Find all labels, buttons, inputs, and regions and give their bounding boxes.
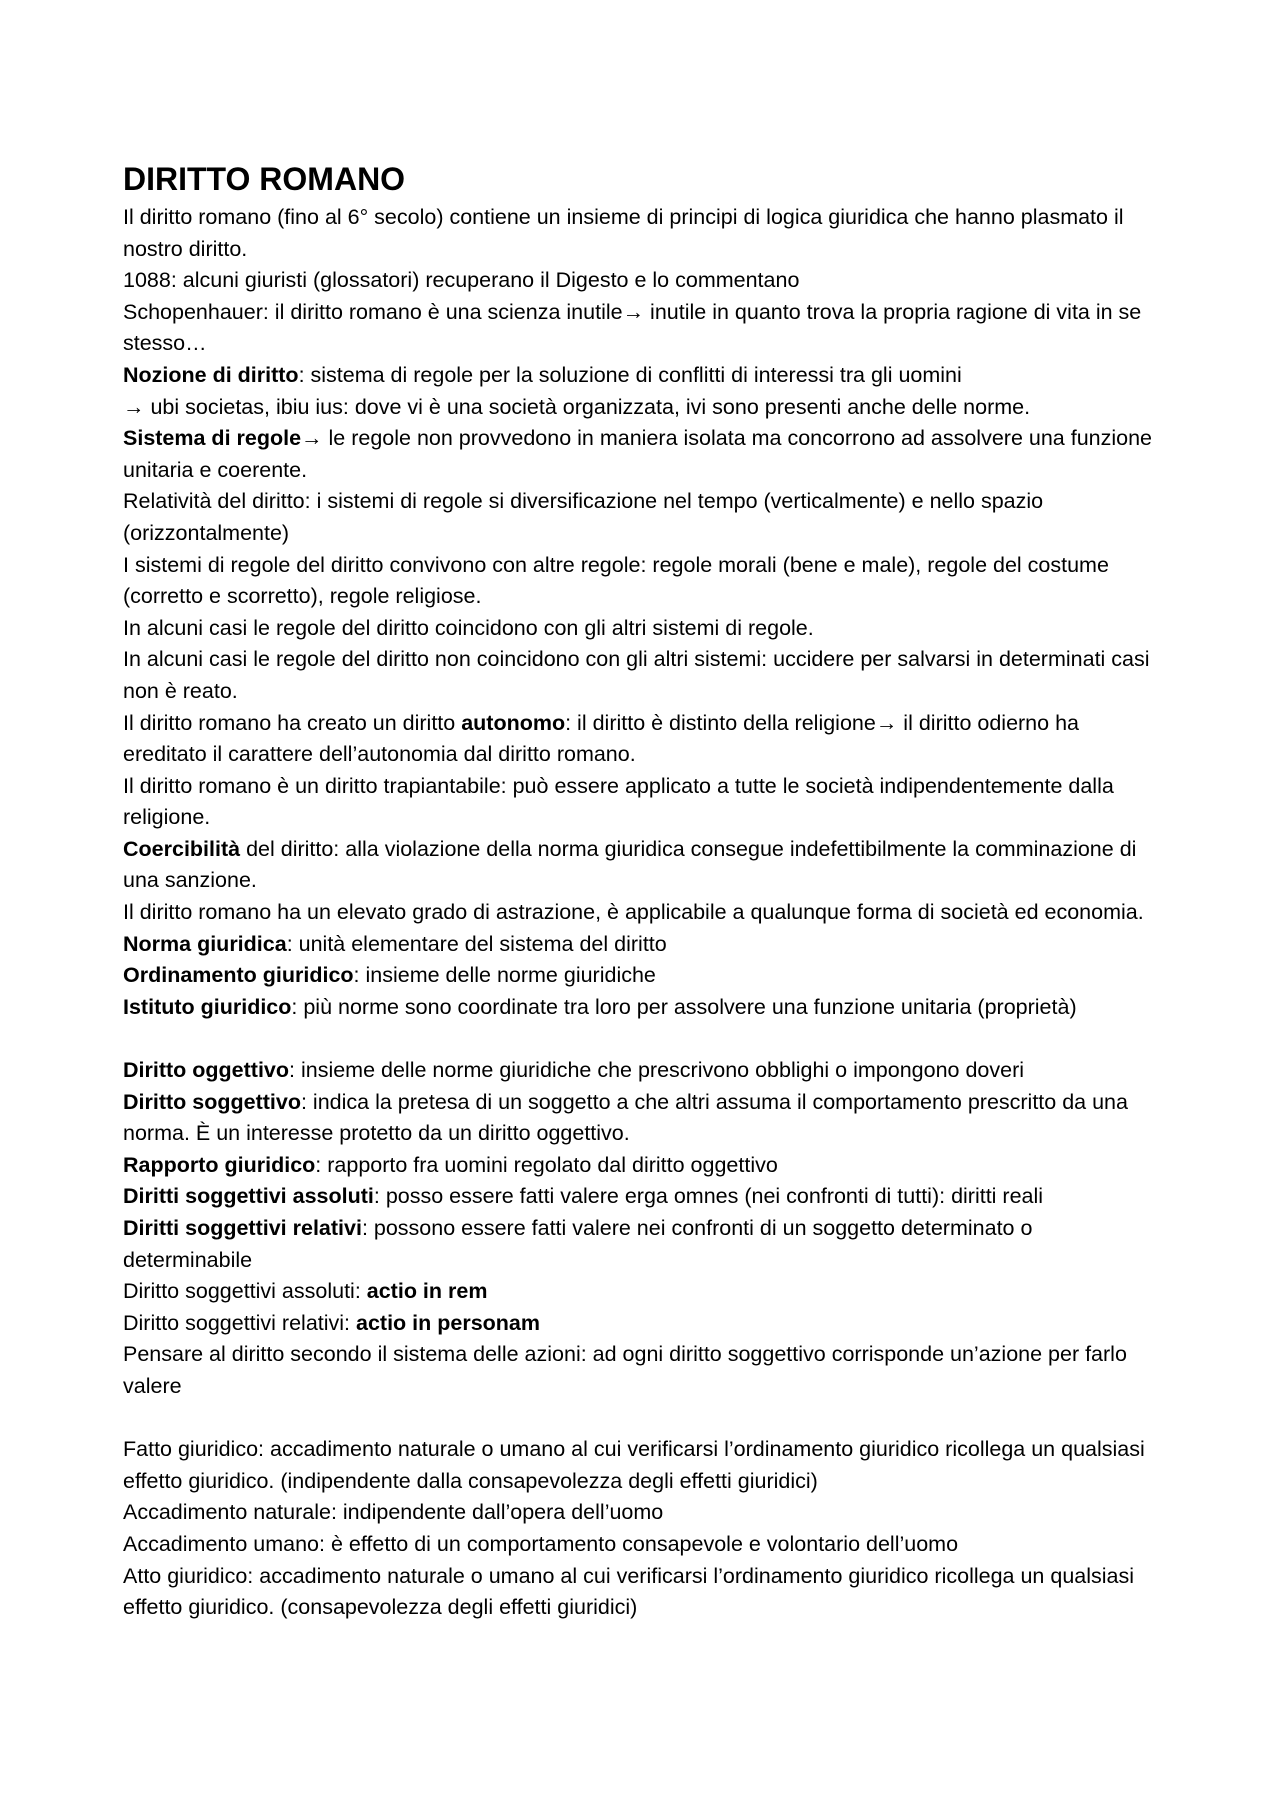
paragraph: Schopenhauer: il diritto romano è una scienza inutile→ inutile in quanto trova la propria ragione di vita in se stesso… xyxy=(123,299,1142,356)
term: Norma giuridica xyxy=(123,931,287,956)
paragraph: In alcuni casi le regole del diritto coincidono con gli altri sistemi di regole. xyxy=(123,615,814,640)
term: Coercibilità xyxy=(123,836,241,861)
text: Diritto soggettivi relativi: xyxy=(123,1310,356,1335)
paragraph: Pensare al diritto secondo il sistema delle azioni: ad ogni diritto soggettivo corrisponde un’azione per farlo valere xyxy=(123,1342,1127,1398)
paragraph xyxy=(123,1055,1162,1087)
paragraph xyxy=(123,1213,1162,1276)
paragraph xyxy=(123,360,1162,392)
definition: : il diritto è distinto della religione→ il diritto odierno ha ereditato il carattere dell’autonomia dal diritto romano. xyxy=(123,710,1079,767)
paragraph xyxy=(123,929,1162,961)
definition: : posso essere fatti valere erga omnes (nei confronti di tutti): diritti reali xyxy=(373,1184,1044,1209)
definition: : insieme delle norme giuridiche xyxy=(353,963,656,988)
term: Ordinamento giuridico xyxy=(123,963,354,988)
paragraph: Fatto giuridico: accadimento naturale o umano al cui verificarsi l’ordinamento giuridico ricollega un qualsiasi effetto giuridico. (indipendente dalla consapevolezza degli effetti giuridici) xyxy=(123,1437,1145,1493)
paragraph: Atto giuridico: accadimento naturale o umano al cui verificarsi l’ordinamento giuridico ricollega un qualsiasi effetto giuridico. (consapevolezza degli effetti giuridici) xyxy=(123,1563,1135,1620)
term: Diritto soggettivo xyxy=(123,1089,301,1114)
paragraph: Il diritto romano (fino al 6° secolo) contiene un insieme di principi di logica giuridica che hanno plasmato il nostro diritto. xyxy=(123,205,1124,261)
term: Diritto oggettivo xyxy=(123,1058,290,1083)
term: Sistema di regole→ xyxy=(123,426,323,451)
paragraph: I sistemi di regole del diritto convivono con altre regole: regole morali (bene e male), regole del costume (corretto e scorretto), regole religiose. xyxy=(123,552,1109,609)
term: autonomo xyxy=(461,710,566,735)
paragraph: Accadimento umano: è effetto di un comportamento consapevole e volontario dell’uomo xyxy=(123,1531,959,1556)
definition: del diritto: alla violazione della norma giuridica consegue indefettibilmente la comminazione di una sanzione. xyxy=(123,836,1137,893)
blank-line xyxy=(123,1023,1162,1055)
term: Diritti soggettivi relativi xyxy=(123,1216,362,1240)
blank-line xyxy=(123,1403,1162,1435)
definition: : possono essere fatti valere nei confronti di un soggetto determinato o determinabile xyxy=(123,1216,1033,1272)
paragraph: Accadimento naturale: indipendente dall’opera dell’uomo xyxy=(123,1500,664,1525)
term: Diritti soggettivi assoluti xyxy=(123,1184,374,1209)
paragraph xyxy=(123,1150,1162,1182)
paragraph: Il diritto romano ha un elevato grado di astrazione, è applicabile a qualunque forma di società ed economia. xyxy=(123,900,1144,925)
definition: : rapporto fra uomini regolato dal diritto oggettivo xyxy=(315,1152,778,1177)
term: Nozione di diritto xyxy=(123,362,299,387)
document-title: DIRITTO ROMANO xyxy=(123,161,406,197)
paragraph xyxy=(123,834,1162,897)
paragraph xyxy=(123,960,1162,992)
term: Rapporto giuridico xyxy=(123,1152,316,1177)
definition: le regole non provvedono in maniera isolata ma concorrono ad assolvere una funzione unitaria e coerente. xyxy=(123,426,1153,482)
definition: : sistema di regole per la soluzione di conflitti di interessi tra gli uomini xyxy=(298,362,962,387)
paragraph xyxy=(123,1181,1162,1213)
paragraph xyxy=(123,423,1162,486)
paragraph xyxy=(123,1276,1162,1308)
text: Il diritto romano ha creato un diritto xyxy=(123,710,462,735)
definition: : più norme sono coordinate tra loro per assolvere una funzione unitaria (proprietà) xyxy=(291,994,1077,1019)
paragraph: → ubi societas, ibiu ius: dove vi è una società organizzata, ivi sono presenti anche delle norme. xyxy=(123,394,1031,419)
term: Istituto giuridico xyxy=(123,994,292,1019)
paragraph xyxy=(123,1308,1162,1340)
definition: : insieme delle norme giuridiche che prescrivono obblighi o impongono doveri xyxy=(289,1058,1025,1083)
paragraph: In alcuni casi le regole del diritto non coincidono con gli altri sistemi: uccidere per salvarsi in determinati casi non è reato. xyxy=(123,647,1150,703)
text: Diritto soggettivi assoluti: xyxy=(123,1279,367,1304)
definition: : indica la pretesa di un soggetto a che altri assuma il comportamento prescritto da una norma. È un interesse protetto da un diritto oggettivo. xyxy=(123,1089,1128,1146)
term: actio in personam xyxy=(356,1310,540,1335)
paragraph: Relatività del diritto: i sistemi di regole si diversificazione nel tempo (verticalmente) e nello spazio (orizzontalmente) xyxy=(123,489,1044,545)
term: actio in rem xyxy=(366,1279,488,1304)
definition: : unità elementare del sistema del diritto xyxy=(286,931,667,956)
paragraph xyxy=(123,1087,1162,1150)
paragraph xyxy=(123,708,1162,771)
paragraph xyxy=(123,992,1162,1024)
paragraph: Il diritto romano è un diritto trapiantabile: può essere applicato a tutte le società indipendentemente dalla religione. xyxy=(123,773,1114,830)
paragraph: 1088: alcuni giuristi (glossatori) recuperano il Digesto e lo commentano xyxy=(123,268,800,293)
